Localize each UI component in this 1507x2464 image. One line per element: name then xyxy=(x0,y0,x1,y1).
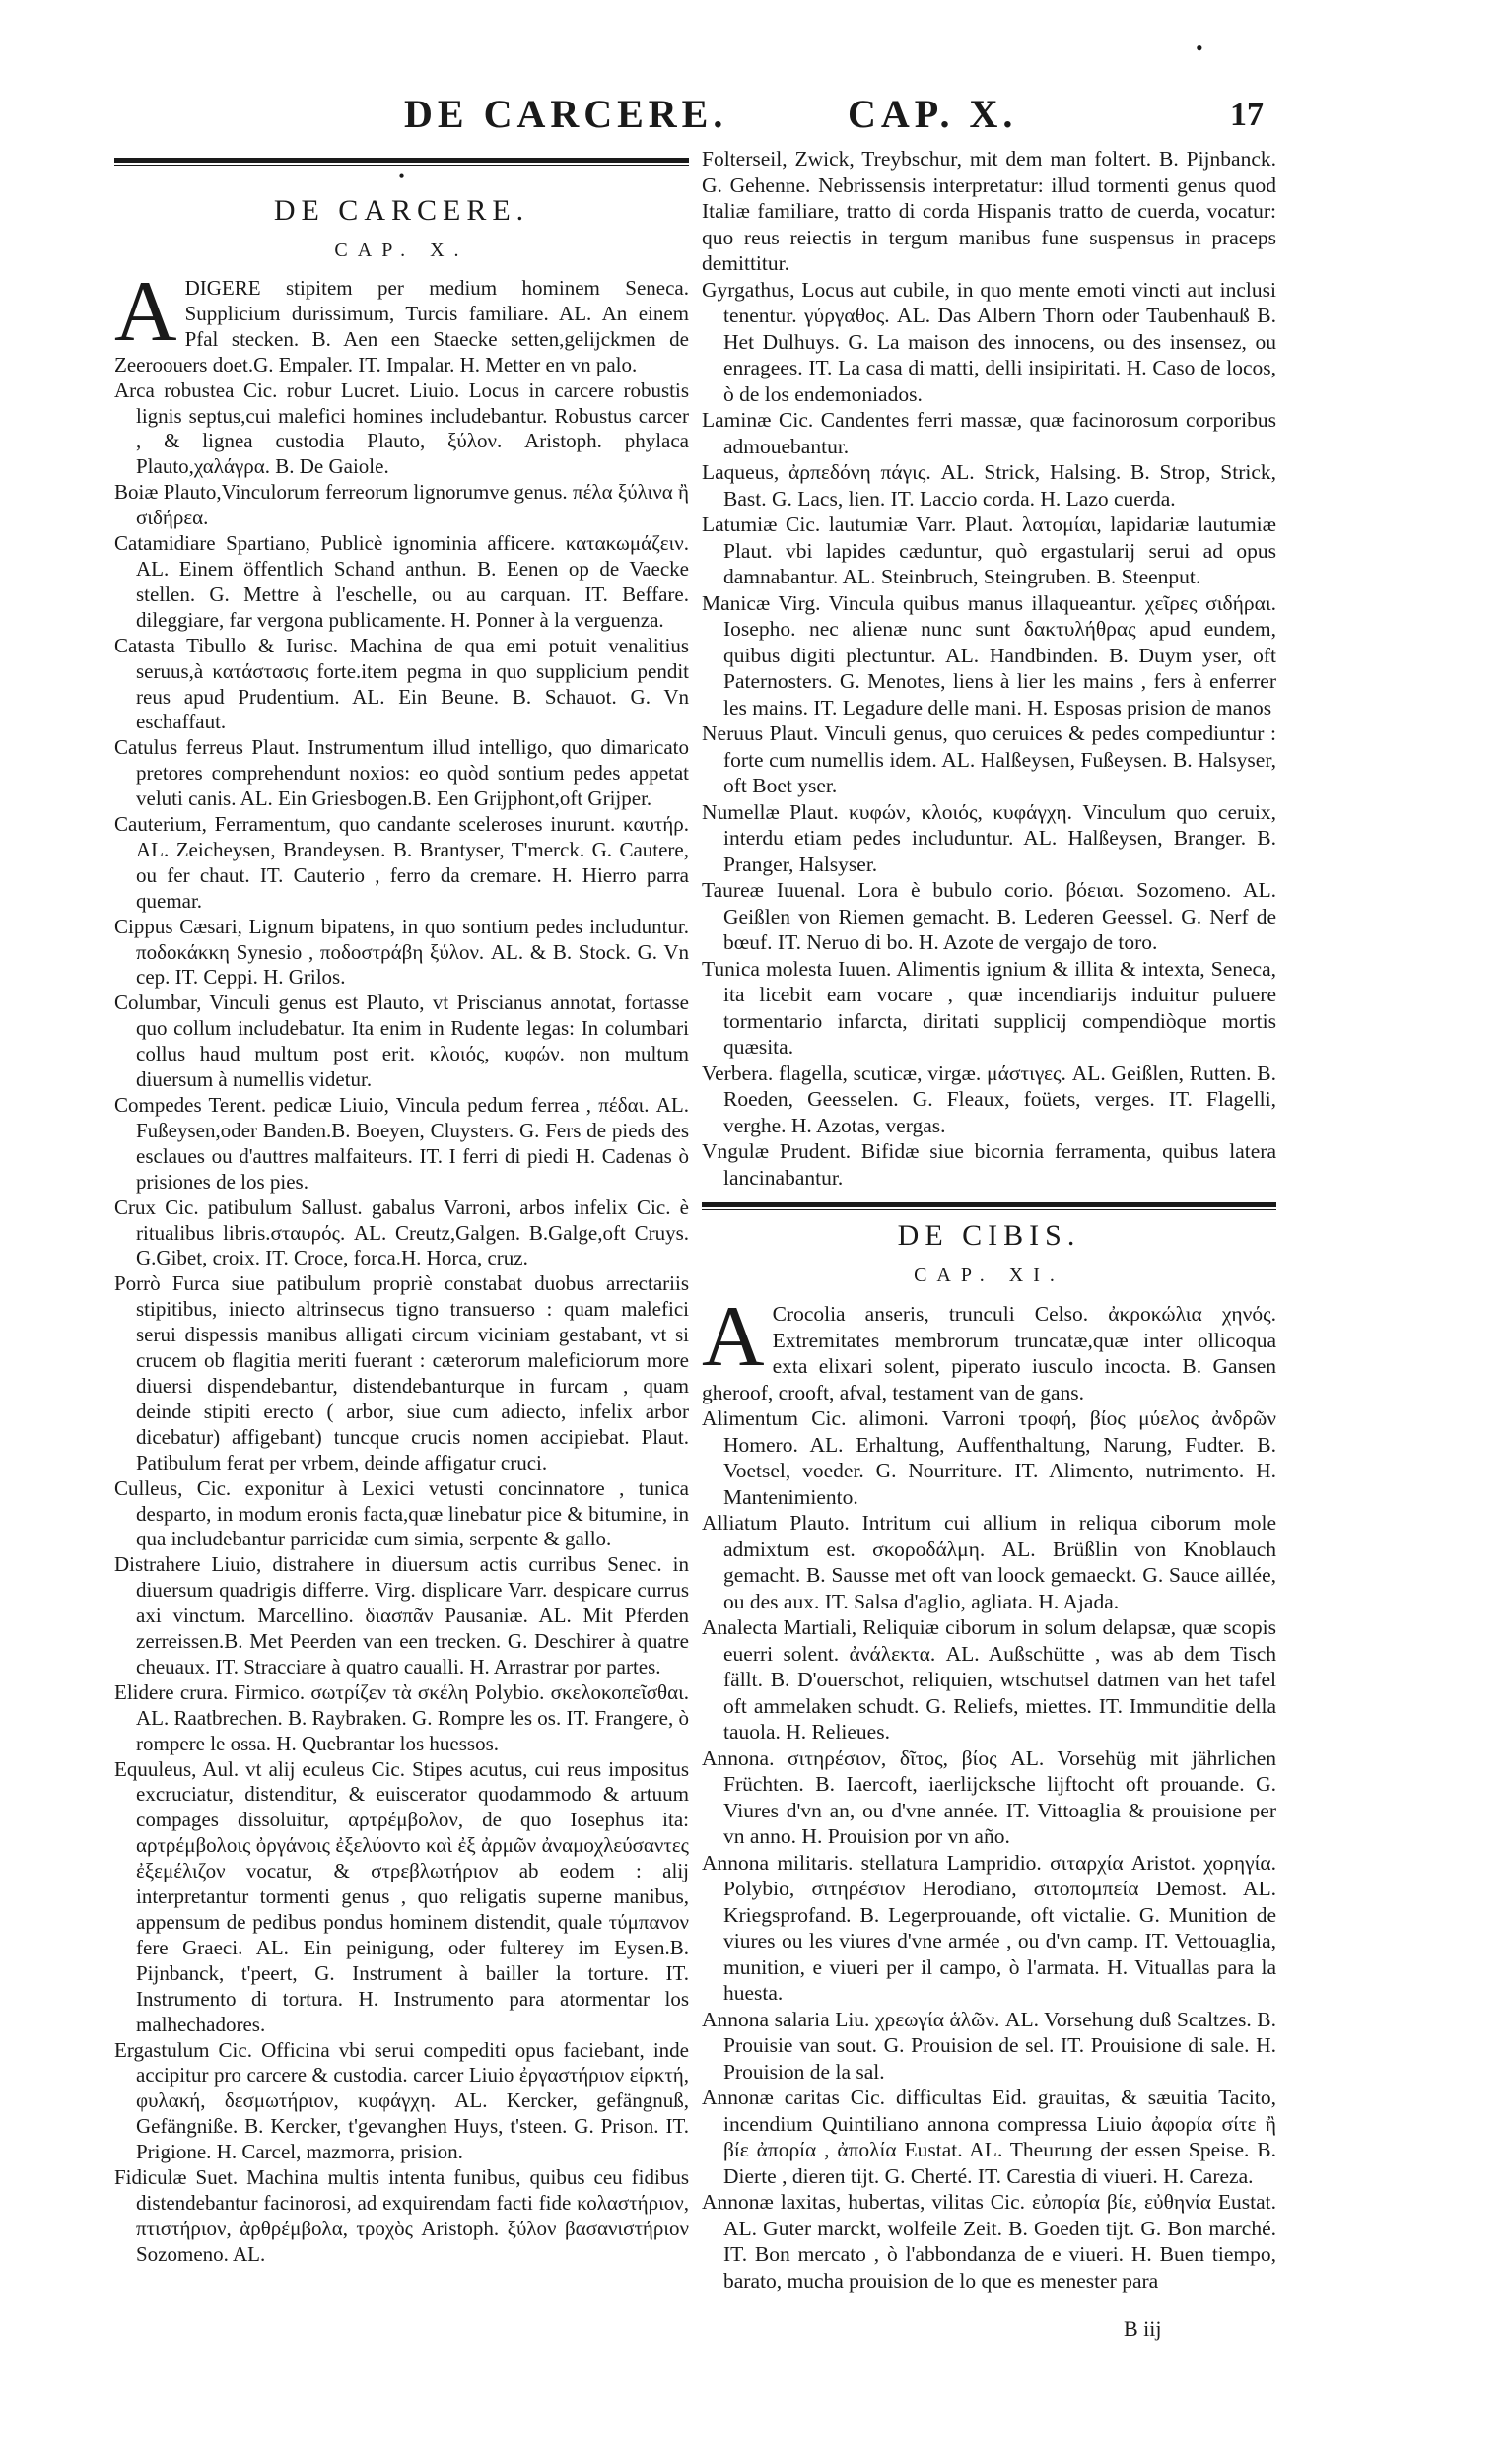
entry-laminae: Laminæ Cic. Candentes ferri massæ, quæ facinorosum corporibus admouebantur. xyxy=(702,408,1276,458)
entry-vngulae: Vngulæ Prudent. Bifidæ siue bicornia ferramenta, quibus latera lancinabantur. xyxy=(702,1139,1276,1190)
entry-elidere: Elidere crura. Firmico. σωτρίζεν τὰ σκέλη Polybio. σκελοκοπεῖσθαι. AL. Raatbrechen. B. Raybraken. G. Rompre les os. IT. Frangere, ò rompere le ossa. H. Quebrantar los huessos. xyxy=(114,1679,689,1755)
entry-catasta: Catasta Tibullo & Iurisc. Machina de qua emi potuit venalitius seruus,à κατάστασις forte.item pegma in quo supplicium pendit reus apud Prudentium. AL. Ein Beune. B. Schauot. G. Vn eschaffaut. xyxy=(114,633,689,734)
top-dot-mark: • xyxy=(1196,35,1203,60)
entry-adigere xyxy=(114,264,689,378)
drop-cap: A xyxy=(702,1289,765,1385)
section-rule xyxy=(114,158,689,166)
running-head-left: DE CARCERE. xyxy=(404,92,728,136)
right-column xyxy=(702,146,1276,2293)
entry-gyrgathus: Gyrgathus, Locus aut cubile, in quo mente emoti vincti aut inclusi tenentur. γύργαθος. AL. Das Albern Thorn oder Taubenhauß B. Het Dulhuys. G. La maison des innocens, ou des insensez, ou enragees. IT. La casa di matti, delli insipiritati. H. Caso de locos, ò de los endemoniados. xyxy=(702,277,1276,406)
entry-text: DIGERE stipitem per medium hominem Seneca. Supplicium durissimum, Turcis familiare. AL. An einem Pfal stecken. B. Aen een Staecke setten,gelijckmen de Zeeroouers doet.G. Empaler. IT. Impalar. H. Metter en vn palo. xyxy=(114,276,689,376)
entry-ergastulum: Ergastulum Cic. Officina vbi serui compediti opus faciebant, inde accipitur pro carcere & custodia. carcer Liuio ἐργαστήριον εἱρκτή, φυλακή, δεσμωτήριον, κυφάγχη. AL. Kercker, gefängnuß, Gefängniße. B. Kercker, t'gevanghen Huys, t'steen. G. Prison. IT. Prigione. H. Carcel, mazmorra, prision. xyxy=(114,2037,689,2164)
entry-annonae-laxitas: Annonæ laxitas, hubertas, vilitas Cic. εὐπορία βίε, εὐθηνία Eustat. AL. Guter marckt, wolfeile Zeit. B. Goeden tijt. G. Bon marché. IT. Bon mercato , ò l'abbondanza de e viueri. H. Buen tiempo, barato, mucha prouision de lo que es menester para xyxy=(702,2190,1276,2293)
entry-arca: Arca robustea Cic. robur Lucret. Liuio. Locus in carcere robustis lignis septus,cui malefici homines includebantur. Robustus carcer , & lignea custodia Plauto, ξύλον. Aristoph. phylaca Plauto,χαλάγρα. B. De Gaiole. xyxy=(114,377,689,479)
section-title-carcere: DE CARCERE. xyxy=(273,194,530,227)
entry-acrocolia xyxy=(702,1289,1276,1405)
entry-culleus: Culleus, Cic. exponitur à Lexici vetusti concinnatore , tunica desparto, in modum eronis facta,quæ linebatur pice & bitumine, in qua includebantur parricidæ cum simia, serpente & gallo. xyxy=(114,1475,689,1551)
entry-neruus: Neruus Plaut. Vinculi genus, quo ceruices & pedes compediuntur : forte cum numellis idem. AL. Halßeysen, Fußeysen. B. Halsyser, oft Boet yser. xyxy=(702,721,1276,797)
entry-catamidiare: Catamidiare Spartiano, Publicè ignominia afficere. κατακωμάζειν. AL. Einem öffentlich Schand anthun. B. Eenen op de Vaecke stellen. G. Mettre à l'eschelle, ou au carquan. IT. Beffare. dileggiare, far vergona publicamente. H. Ponner à la verguenza. xyxy=(114,531,689,632)
section-title-cibis: DE CIBIS. xyxy=(897,1219,1081,1252)
entry-compedes: Compedes Terent. pedicæ Liuio, Vincula pedum ferrea , πέδαι. AL. Fußeysen,oder Banden.B. Boeyen, Cluysters. G. Fers de pieds des esclaues ou d'auttres malfaiteurs. IT. I ferri di piedi H. Cadenas ò prisiones de los pies. xyxy=(114,1093,689,1194)
entry-annonae-caritas: Annonæ caritas Cic. difficultas Eid. grauitas, & sæuitia Tacito, incendium Quintiliano annona compressa Liuio ἀφορία σίτε ἢ βίε ἀπορία , ἀπολία Eustat. AL. Theurung der essen Speise. B. Dierte , dieren tijt. G. Cherté. IT. Carestia di viueri. H. Careza. xyxy=(702,2086,1276,2188)
entry-boiae: Boiæ Plauto,Vinculorum ferreorum lignorumve genus. πέλα ξύλινα ἢ σιδήρεα. xyxy=(114,480,689,530)
section-rule xyxy=(702,1202,1276,1210)
entry-annona-salaria: Annona salaria Liu. χρεωγία ἁλῶν. AL. Vorsehung duß Scaltzes. B. Prouisie van sout. G. Prouision de sel. IT. Prouisione di sale. H. Prouision de la sal. xyxy=(702,2007,1276,2084)
entry-taureae: Taureæ Iuuenal. Lora è bubulo corio. βόειαι. Sozomeno. AL. Geißlen von Riemen gemacht. B. Lederen Geessel. G. Nerf de bœuf. IT. Neruo di bo. H. Azote de vergajo de toro. xyxy=(702,878,1276,954)
entry-verbera: Verbera. flagella, scuticæ, virgæ. μάστιγες. AL. Geißlen, Rutten. B. Roeden, Geesselen. G. Fleaux, foüets, verges. IT. Flagelli, verghe. H. Azotas, vergas. xyxy=(702,1061,1276,1137)
rule-ornament: • xyxy=(398,167,405,186)
section-chapter-carcere: CAP. X. xyxy=(334,240,469,261)
left-column xyxy=(114,146,689,2268)
signature-mark: B iij xyxy=(1124,2316,1162,2341)
entry-numellae: Numellæ Plaut. κυφών, κλοιός, κυφάγχη. Vinculum quo ceruix, interdu etiam pedes includuntur. AL. Halßeysen, Branger. B. Pranger, Halsyser. xyxy=(702,799,1276,876)
entry-text: Crocolia anseris, trunculi Celso. ἀκροκώλια χηνός. Extremitates membrorum truncatæ,quæ inter ollicoqua exta elixari solent, piperato iusculo incocta. B. Gansen gheroof, crooft, afval, testament van de gans. xyxy=(702,1302,1276,1404)
entry-crux: Crux Cic. patibulum Sallust. gabalus Varroni, arbos infelix Cic. è ritualibus libris.σταυρός. AL. Creutz,Galgen. B.Galge,oft Cruys. G.Gibet, croix. IT. Croce, forca.H. Horca, cruz. xyxy=(114,1195,689,1270)
entry-tunica: Tunica molesta Iuuen. Alimentis ignium & illita & intexta, Seneca, ita licebit eam vocare , quæ incendiarijs induitur puluere tormentario infarcta, diritati supplicij compendiòque mortis quæsita. xyxy=(702,956,1276,1059)
entry-cauterium: Cauterium, Ferramentum, quo candante sceleroses inurunt. καυτήρ. AL. Zeicheysen, Brandeysen. B. Brantyser, T'merck. G. Cautere, ou fer chaut. IT. Cauterio , ferro da cremare. H. Hierro parra quemar. xyxy=(114,812,689,913)
entry-annona-militaris: Annona militaris. stellatura Lampridio. σιταρχία Aristot. χορηγία. Polybio, σιτηρέσιον Herodiano, σιτοπομπεία Demost. AL. Kriegsprofand. B. Legerprouande, oft victalie. G. Munition de viures ou les viures d'vne armée , ou d'vn camp. IT. Vettouaglia, munition, e viueri per il campo, ò l'armata. H. Vituallas para la huesta. xyxy=(702,1850,1276,2005)
section-chapter-cibis: CAP. XI. xyxy=(914,1265,1064,1286)
entry-analecta: Analecta Martiali, Reliquiæ ciborum in solum delapsæ, quæ scopis euerri solent. ἀνάλεκτα. AL. Außschütte , was ab dem Tisch fällt. B. D'ouerschot, reliquien, wtschutsel datmen van het tafel oft ammelaken schudt. G. Reliefs, miettes. IT. Immunditie della tauola. H. Relieues. xyxy=(702,1615,1276,1744)
entry-alliatum: Alliatum Plauto. Intritum cui allium in reliqua ciborum mole admixtum est. σκοροδάλμη. AL. Brüßlin von Knoblauch gemacht. B. Sausse met oft van loock gemaeckt. G. Sauce aillée, ou des aux. IT. Salsa d'aglio, agliata. H. Ajada. xyxy=(702,1511,1276,1613)
running-head xyxy=(0,91,1507,140)
entry-cippus: Cippus Cæsari, Lignum bipatens, in quo sontium pedes includuntur. ποδοκάκκη Synesio , ποδοστράβη ξύλον. AL. & B. Stock. G. Vn cep. IT. Ceppi. H. Grilos. xyxy=(114,914,689,990)
page-number: 17 xyxy=(1230,97,1264,133)
running-head-right: CAP. X. xyxy=(848,92,1018,136)
entry-catulus: Catulus ferreus Plaut. Instrumentum illud intelligo, quo dimaricato pretores comprehendunt noxios: eo quòd sontium pedes appetat veluti canis. AL. Ein Griesbogen.B. Een Grijphont,oft Grijper. xyxy=(114,735,689,811)
entry-laqueus: Laqueus, ἀρπεδόνη πάγις. AL. Strick, Halsing. B. Strop, Strick, Bast. G. Lacs, lien. IT. Laccio corda. H. Lazo cuerda. xyxy=(702,460,1276,511)
entry-equuleus: Equuleus, Aul. vt alij eculeus Cic. Stipes acutus, cui reus impositus excruciatur, distenditur, & euiscerator quodammodo & artuum compages dissoluitur, αρτρέμβολον, de quo Iosephus ita: αρτρέμβολοις ὀργάνοις ἐξελύοντο καὶ ἐξ ἀρμῶν ἀναμοχλεύσαντες ἐξεμέλιζον vocatur, & στρεβλωτήριον ab eodem : alij interpretantur tormenti genus , quo religatis superne manibus, appensum de pedibus pondus hominem distendit, quale τύμπανον fere Graeci. AL. Ein peinigung, oder fultereу im Eysen.B. Pijnbanck, t'peert, G. Instrument à bailler la torture. IT. Instrumento di tortura. H. Instrumento para atormentar los malhechadores. xyxy=(114,1756,689,2036)
entry-manicae: Manicæ Virg. Vincula quibus manus illaqueantur. χεῖρες σιδήραι. Iosepho. nec alienæ nunc sunt δακτυλήθρας apud eundem, quibus digiti plectuntur. AL. Handbinden. B. Duym yser, oft Paternosters. G. Menotes, liens à lier les mains , fers à enferrer les mains. IT. Legadure delle mani. H. Esposas prision de manos xyxy=(702,590,1276,719)
entry-annona: Annona. σιτηρέσιον, δῖτος, βίος AL. Vorsehüg mit jährlichen Früchten. B. Iaercoft, iaerlijcksche lijftocht oft prouande. G. Viures d'vn an, ou d'vne année. IT. Vittoaglia & prouisione per vn anno. H. Prouision por vn año. xyxy=(702,1745,1276,1848)
entry-furca: Porrò Furca siue patibulum propriè constabat duobus arrectariis stipitibus, iniecto altrinsecus tigno transuerso : quam malefici serui dispessis manibus alligati circum viciniam gestabant, vt si crucem ob flagitia meriti fuerant : cæterorum maleficiorum more diuersi dispendebantur, distendebanturque in furcam , quam deinde stipiti erecto ( arbor, siue cum adiecto, infelix arbor dicebatur) affigebant) tuncque crucis nomen accipiebat. Plaut. Patibulum ferat per vrbem, deinde affigatur cruci. xyxy=(114,1271,689,1474)
entry-alimentum: Alimentum Cic. alimoni. Varroni τροφή, βίος μύελος ἀνδρῶν Homero. AL. Erhaltung, Auffenthaltung, Narung, Fudter. B. Voetsel, voeder. G. Nourriture. IT. Alimento, nutrimento. H. Mantenimiento. xyxy=(702,1406,1276,1509)
entry-folterseil: Folterseil, Zwick, Treybschur, mit dem man foltert. B. Pijnbanck. G. Gehenne. Nebrissensis interpretatur: illud tormenti genus quod Italiæ familiare, tratto di corda Hispanis tratto de cuerda, vocatur: quo reus reiectis in tergum manibus fune suspensus in praceps demittitur. xyxy=(702,147,1276,275)
entry-fidiculae: Fidiculæ Suet. Machina multis intenta funibus, quibus ceu fidibus distendebantur facinorosi, ad exquirendam facti fide κολαστήριον, πτιστήριον, ἀρθρέμβολα, τροχὸς Aristoph. ξύλον βασανιστήριον Sozomeno. AL. xyxy=(114,2165,689,2266)
entry-latumiae: Latumiæ Cic. lautumiæ Varr. Plaut. λατομίαι, lapidariæ lautumiæ Plaut. vbi lapides cæduntur, quò ergastularij serui ad opus damnabantur. AL. Steinbruch, Steingruben. B. Steenput. xyxy=(702,513,1276,588)
entry-columbar: Columbar, Vinculi genus est Plauto, vt Priscianus annotat, fortasse quo collum includebatur. Ita enim in Rudente legas: In columbari collus haud multum post erit. κλοιός, κυφών. non multum diuersum à numellis videtur. xyxy=(114,991,689,1092)
entry-distrahere: Distrahere Liuio, distrahere in diuersum actis curribus Senec. in diuersum quadrigis differre. Virg. displicare Varr. despicare currus axi vinctum. Marcellino. διασπᾶν Pausaniæ. AL. Mit Pferden zerreissen.B. Met Peerden van een trecken. G. Deschirer à quatre cheuaux. IT. Stracciare à quatro caualli. H. Arrastrar por partes. xyxy=(114,1552,689,1678)
drop-cap: A xyxy=(114,264,177,360)
